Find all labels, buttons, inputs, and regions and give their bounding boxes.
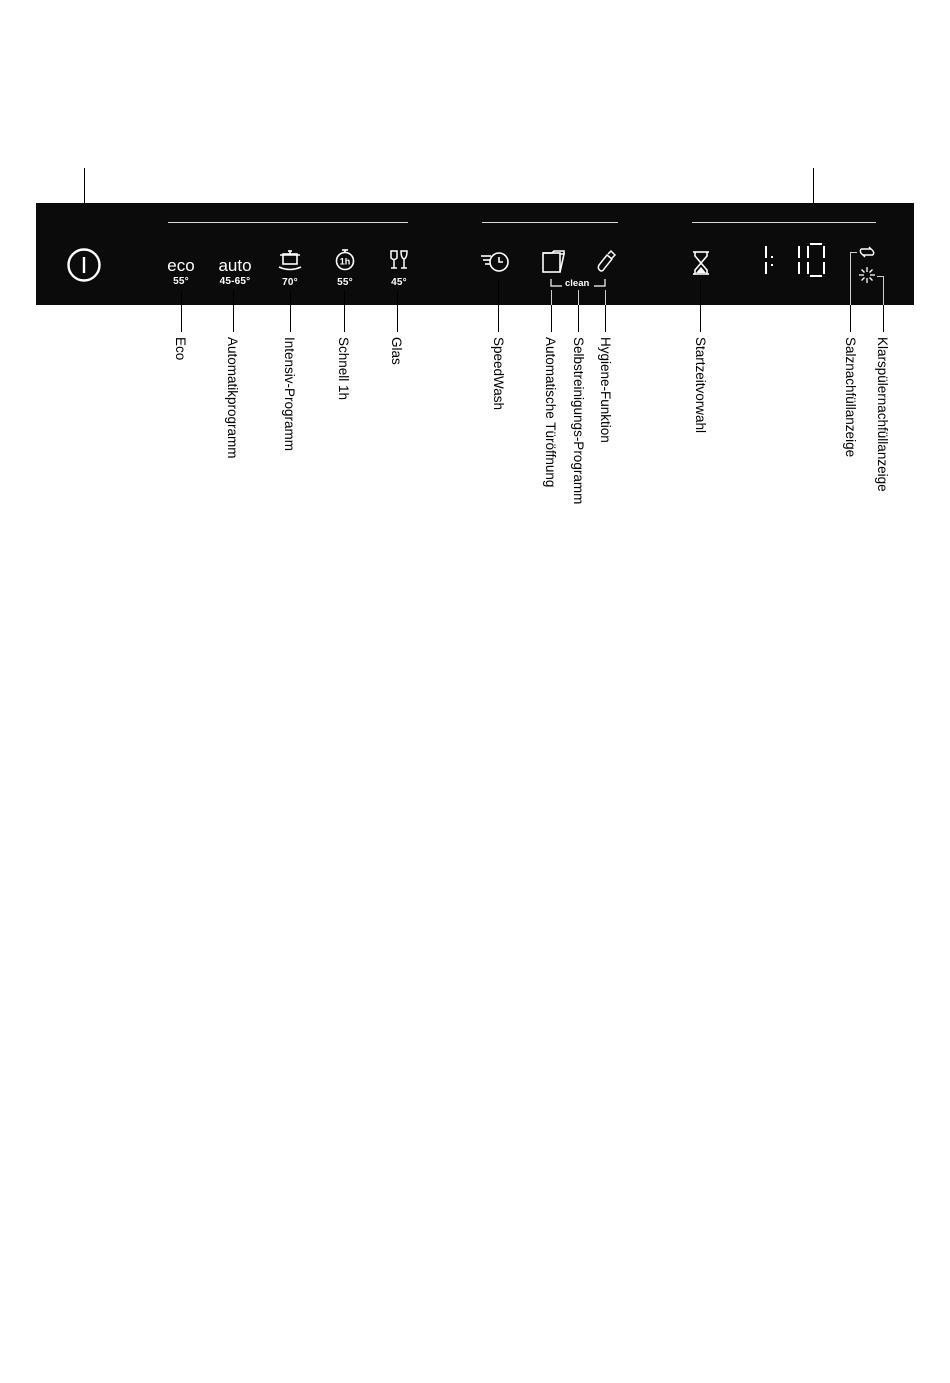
label-speedwash: SpeedWash	[491, 337, 506, 411]
eco-leader	[181, 290, 182, 332]
salt-refill-icon	[858, 245, 876, 259]
clean-label: clean	[565, 278, 590, 289]
hygiene-inner-leader	[605, 290, 606, 305]
selfclean-leader	[578, 305, 579, 332]
auto-word: auto	[218, 256, 252, 275]
auto-temp: 45-65°	[219, 276, 251, 287]
selfclean-inner-leader	[578, 290, 579, 305]
door-inner-leader	[551, 290, 552, 305]
hygiene-button[interactable]	[594, 249, 618, 275]
label-timer: Startzeitvorwahl	[693, 337, 708, 434]
label-glas: Glas	[389, 337, 404, 365]
start-delay-button[interactable]	[690, 250, 712, 276]
label-selfclean: Selbstreinigungs-Programm	[571, 337, 586, 505]
hygiene-leader	[605, 305, 606, 332]
eco-word: eco	[167, 256, 195, 275]
auto-leader	[233, 290, 234, 332]
schnell-temp: 55°	[337, 277, 353, 288]
speedwash-button[interactable]	[480, 249, 512, 275]
salt-inner-leader	[850, 252, 851, 305]
speedwash-leader	[498, 280, 499, 332]
rinse-inner-leader-h	[877, 276, 884, 277]
label-hygiene: Hygiene-Funktion	[598, 337, 613, 443]
glas-leader	[397, 290, 398, 332]
intensiv-temp: 70°	[282, 277, 298, 288]
intensiv-button[interactable]	[272, 248, 308, 289]
salt-inner-leader-h	[850, 252, 857, 253]
glas-temp: 45°	[391, 277, 407, 288]
power-button[interactable]	[66, 247, 102, 283]
label-schnell: Schnell 1h	[336, 337, 351, 401]
glasses-icon	[387, 248, 411, 272]
intensiv-leader	[290, 290, 291, 332]
function-group-line	[482, 222, 618, 223]
timer-leader	[700, 280, 701, 332]
door-leader	[551, 305, 552, 332]
label-salt: Salznachfüllanzeige	[843, 337, 858, 458]
glas-button[interactable]	[381, 248, 417, 289]
eco-button[interactable]	[160, 257, 202, 288]
stopwatch-1h-icon	[333, 248, 357, 272]
program-group-line	[168, 222, 408, 223]
label-auto: Automatikprogramm	[225, 337, 240, 459]
salt-leader	[850, 305, 851, 332]
svg-text:1h: 1h	[339, 256, 351, 267]
time-display	[758, 240, 830, 282]
eco-temp: 55°	[173, 276, 189, 287]
pot-icon	[277, 248, 303, 272]
timer-group-line	[692, 222, 876, 223]
schnell-button[interactable]	[327, 248, 363, 289]
label-rinse: Klarspülernachfüllanzeige	[875, 337, 890, 492]
auto-button[interactable]	[210, 257, 260, 288]
rinse-aid-icon	[858, 266, 876, 284]
schnell-leader	[344, 290, 345, 332]
rinse-leader	[883, 305, 884, 332]
label-intensiv: Intensiv-Programm	[282, 337, 297, 452]
label-eco: Eco	[173, 337, 188, 361]
label-door: Automatische Türöffnung	[543, 337, 558, 488]
door-open-button[interactable]	[540, 250, 568, 274]
rinse-inner-leader	[883, 276, 884, 305]
